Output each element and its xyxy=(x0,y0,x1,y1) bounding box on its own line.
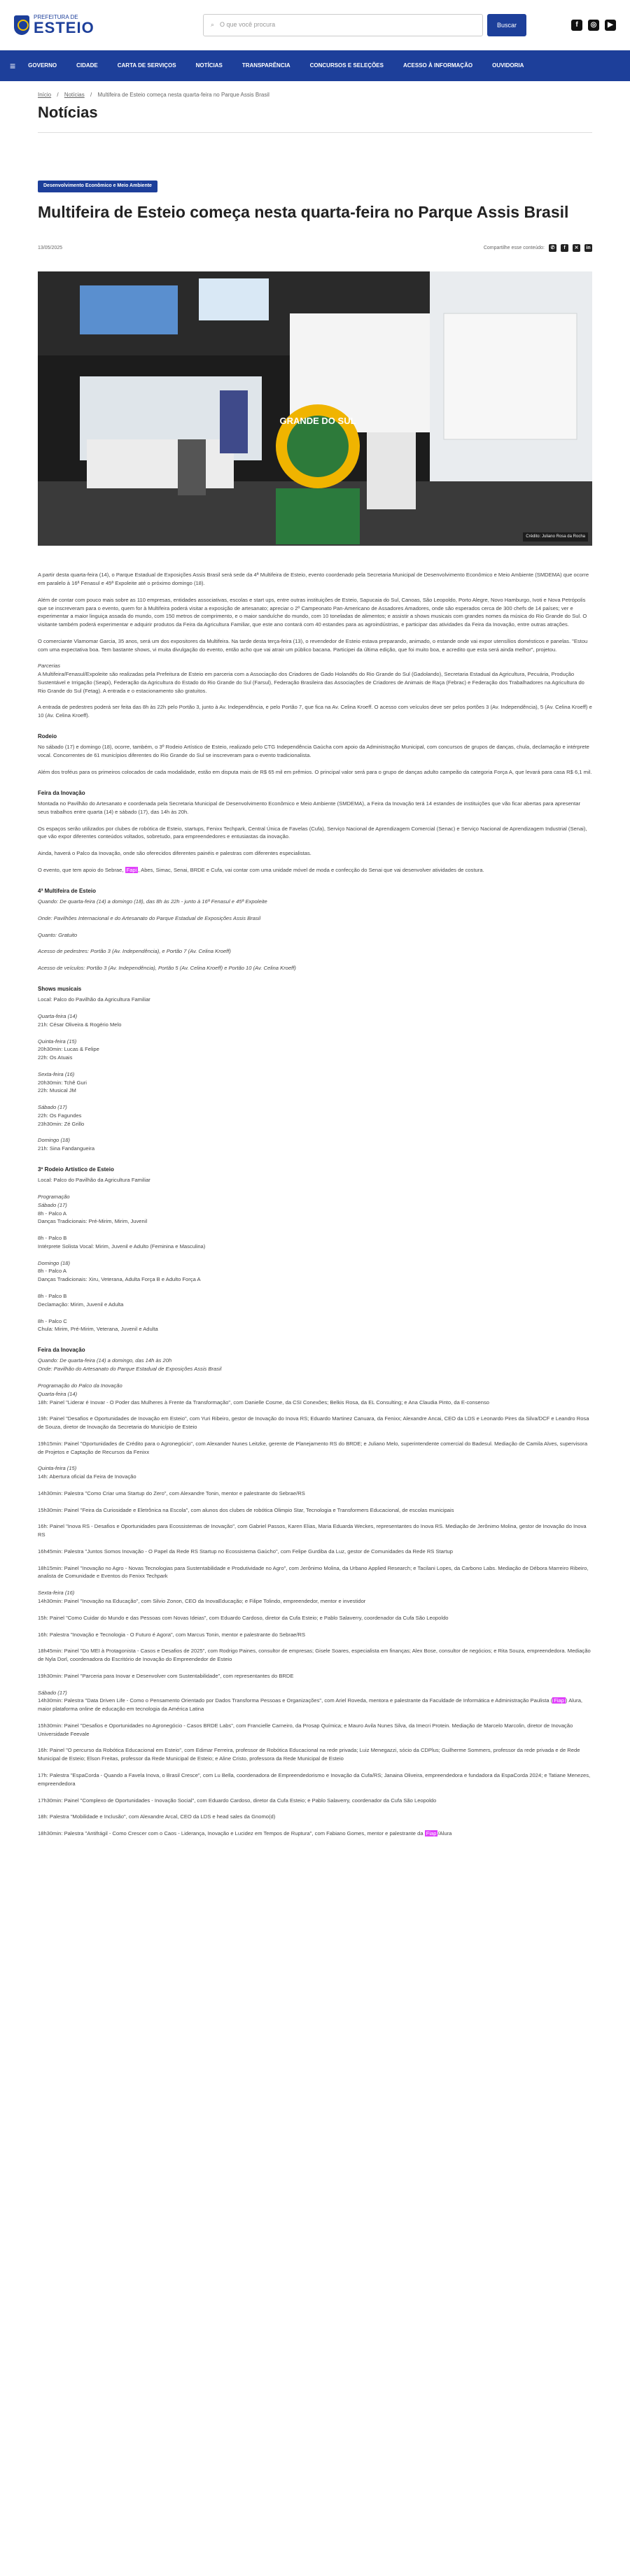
heading-feira-inovacao-info: Feira da Inovação xyxy=(38,1347,85,1354)
search-icon: ⌕ xyxy=(211,20,215,28)
rodeio-line: 8h - Palco C xyxy=(38,1317,67,1324)
paragraph: Montada no Pavilhão do Artesanato e coordenada pela Secretaria Municipal de Desenvolvimento Econômico e Meio Ambiente (SMDEMA), a Feira da Inovação terá 14 estandes de instituições que vão ficar abertas para apresentar seus trabalhos entre quarta (14) e sábado (17), das 14h às 20h. xyxy=(38,800,581,815)
menu-icon[interactable]: ≡ xyxy=(10,59,16,71)
heading-feira-inovacao: Feira da Inovação xyxy=(38,789,85,796)
info-line: Quanto: Gratuito xyxy=(38,931,78,938)
palco-item: 16h45min: Palestra "Juntos Somos Inovação - O Papel da Rede RS Startup no Ecossistema Gaúcho", com Felipe Gurdiba da Luz, gestor de Comunidades da Rede RS Startup xyxy=(38,1548,453,1555)
paragraph: A partir desta quarta-feira (14), o Parque Estadual de Exposições Assis Brasil será sede da 4ª Multifeira de Esteio, evento coordenado pela Secretaria Municipal de Desenvolvimento Econômico e Meio Ambiente (SMDEMA) que ocorre em paralelo à 16ª Fenasul e 45ª Expoleite até o próximo domingo (18). xyxy=(38,572,589,587)
info-line: Acesso de pedestres: Portão 3 (Av. Independência), e Portão 7 (Av. Celina Kroeff) xyxy=(38,948,231,955)
paragraph: Os espaços serão utilizados por clubes de robótica de Esteio, startups, Fenixx Techpark, Central Única de Favelas (Cufa), Serviço Nacional de Aprendizagem Comercial (Senac) e Serviço Nacional de Aprendizagem Industrial (Senai), que vão expor diferentes conteúdos voltados, sobretudo, para empreendedores e entusiastas da inovação. xyxy=(38,825,587,840)
paragraph: O evento, que tem apoio do Sebrae, Fapi , Abes, Simac, Senai, BRDE e Cufa, vai contar com uma unidade móvel de moda e confecção do Senai que vai desenvolver atividades de costura. xyxy=(38,866,484,873)
show-act: 20h30min: Lucas & Felipe xyxy=(38,1046,99,1053)
palco-item: 16h: Painel "Inova RS - Desafios e Oportunidades para Ecossistemas de Inovação", com Gabriel Passos, Karen Elias, Maria Eduarda Weckes, representantes do Inova RS. Mediação de Jerônimo Molina, gestor de Inovação do Inova RS xyxy=(38,1523,587,1538)
show-act: 21h: Sina Fandangueira xyxy=(38,1145,95,1152)
subheading-parcerias: Parcerias xyxy=(38,663,61,670)
rodeio-line: 8h - Palco A xyxy=(38,1268,66,1275)
palco-item: 18h30min: Palestra "Antifrágil - Como Crescer com o Caos - Liderança, Inovação e Lucidez em Tempos de Ruptura", com Fabiano Gomes, mentor e palestrante da Fiap /Alura xyxy=(38,1830,452,1837)
share-bar xyxy=(484,244,592,252)
palco-item: 18h: Painel "Liderar é Inovar - O Poder das Mulheres à Frente da Transformação", com Danielle Cosme, da CSI Conexões; Belkis Rosa, da EL Consulting; e Ana Claudia Pinto, da E-consenso xyxy=(38,1399,490,1406)
nav-item-ouvidoria[interactable]: OUVIDORIA xyxy=(492,62,524,69)
nav-item-governo[interactable]: GOVERNO xyxy=(28,62,57,69)
rodeio-line: Intérprete Solista Vocal: Mirim, Juvenil e Adulto (Feminina e Masculina) xyxy=(38,1243,206,1250)
show-day xyxy=(38,1038,592,1062)
rodeio-block xyxy=(38,1292,592,1309)
rodeio-line: 8h - Palco B xyxy=(38,1235,67,1242)
info-line: Quando: De quarta-feira (14) a domingo (18), das 8h às 22h - junto à 16ª Fenasul e 45ª Expoleite xyxy=(38,898,267,905)
palco-day3-list xyxy=(38,1597,592,1680)
logo-subtitle: PREFEITURA DE xyxy=(34,13,78,20)
show-act: 22h: Os Fagundes xyxy=(38,1112,82,1119)
crest-icon xyxy=(14,15,29,35)
show-act: 20h30min: Tchê Guri xyxy=(38,1079,87,1086)
palco-item: 16h: Painel "O percurso da Robótica Educacional em Esteio", com Edimar Ferreira, professor de Robótica Educacional na rede privada; Luiz Menegazzi, sócio da CDPlus; Guilherme Sommers, professor da rede privada e de Rede Municipal de Esteio; Elson Freitas, professor da Rede Municipal de Esteio; e Aline Cristo, professora da Rede Municipal de Esteio xyxy=(38,1747,580,1762)
rodeio-line: Domingo (18) xyxy=(38,1259,71,1266)
rodeio-line: Declamação: Mirim, Juvenil e Adulta xyxy=(38,1301,124,1308)
rodeio-block xyxy=(38,1259,592,1284)
show-day-label: Sábado (17) xyxy=(38,1104,67,1111)
palco-programacao-label: Programação do Palco da Inovação xyxy=(38,1382,122,1389)
article-date: 13/05/2025 xyxy=(38,245,63,250)
photo-credit: Crédito: Juliano Rosa da Rocha xyxy=(523,532,588,542)
palco-item: 18h: Palestra "Mobilidade e Inclusão", com Alexandre Arcal, CEO da LDS e head sales da Gnomo(d) xyxy=(38,1813,276,1820)
show-day-label: Quarta-feira (14) xyxy=(38,1013,78,1020)
show-day-label: Quinta-feira (15) xyxy=(38,1038,77,1045)
show-day xyxy=(38,1012,592,1029)
highlight: Fapi xyxy=(126,866,137,873)
palco-item: 14h30min: Palestra "Como Criar uma Startup do Zero", com Alexandre Tonin, mentor e palestrante do Sebrae/RS xyxy=(38,1489,305,1496)
breadcrumb xyxy=(38,91,592,99)
rodeio-block xyxy=(38,1317,592,1334)
palco-item: 14h30min: Painel "Inovação na Educação", com Silvio Zonon, CEO da InovaEducação; e Filipe Tolindo, empreendedor, mentor e investidor xyxy=(38,1598,366,1605)
paragraph: Além dos troféus para os primeiros colocados de cada modalidade, estão em disputa mais de R$ 65 mil em prêmios. O principal valor será para o grupo de danças adulto campeão da categoria Força A, que levará para casa R$ 6,1 mil. xyxy=(38,768,592,775)
info-line: Quando: De quarta-feira (14) a domingo, das 14h às 20h xyxy=(38,1357,172,1364)
palco-day4-list xyxy=(38,1722,592,1821)
search-placeholder: O que você procura xyxy=(220,20,276,28)
palco-day2-list xyxy=(38,1473,592,1580)
rodeio-list xyxy=(38,1201,592,1333)
article-body xyxy=(38,571,592,1838)
logo-title: ESTEIO xyxy=(34,18,94,36)
palco-item: 18h45min: Painel "Do MEI à Protagonista - Casos e Desafios de 2025", com Rodrigo Paines, consultor de empresas; Gisele Soares, especialista em finanças; Alex Bose, consultor de negócios; e Rita Souza, empreendedora. Mediação de Nyla Dorl, coordenadora do Escritório de Inovação do Empreendedor de Esteio xyxy=(38,1648,591,1663)
heading-multifeira: 4ª Multifeira de Esteio xyxy=(38,887,96,894)
breadcrumb-current: Multifeira de Esteio começa nesta quarta-feira no Parque Assis Brasil xyxy=(97,92,270,98)
social-links xyxy=(571,20,616,31)
palco-item: 17h: Palestra "EspaCorda - Quando a Favela Inova, o Brasil Cresce", com Lu Bella, coordenadora de Empreendedorismo e Inovação da Cufa/RS; Janaina Oliveira, empreendedora e fundadora da EspaCorda 2024; e Tatiane Menezes, empreendedora xyxy=(38,1771,591,1787)
facebook-icon[interactable]: f xyxy=(571,20,582,31)
show-act: 21h: César Oliveira & Rogério Melo xyxy=(38,1021,122,1028)
article-photo xyxy=(38,271,592,546)
highlight: Fiap xyxy=(426,1830,437,1837)
x-share-icon[interactable]: ✕ xyxy=(573,244,580,252)
instagram-icon[interactable]: ◎ xyxy=(588,20,599,31)
share-label: Compartilhe esse conteúdo: xyxy=(483,245,545,250)
rodeio-line: Danças Tradicionais: Pré-Mirim, Mirim, Juvenil xyxy=(38,1218,148,1225)
rodeio-line: 8h - Palco A xyxy=(38,1210,66,1217)
facebook-share-icon[interactable]: f xyxy=(561,244,568,252)
show-day-label: Sexta-feira (16) xyxy=(38,1070,75,1077)
shows-location: Local: Palco do Pavilhão da Agricultura Familiar xyxy=(38,996,150,1003)
linkedin-share-icon[interactable]: in xyxy=(584,244,592,252)
paragraph: A Multifeira/Fenasul/Expoleite são realizadas pela Prefeitura de Esteio em parceria com a Associação dos Criadores de Gado Holandês do Rio Grande do Sul (Gadolando), Secretaria Estadual da Agricultura, Pecuária, Produção Sustentável e Irrigação (Seapi), Federação da Agricultura do Estado do Rio Grande do Sul (Farsul), Federação Brasileira das Associações de Criadores de Animais de Raça (Febrac) e Federação dos Trabalhadores na Agricultura do Rio Grande do Sul (Fetag). A entrada e o estacionamento são gratuitos. xyxy=(38,671,584,694)
highlight: Fiap xyxy=(554,1697,564,1704)
nav-item-noticias[interactable]: NOTÍCIAS xyxy=(195,62,223,69)
paragraph: Ainda, haverá o Palco da Inovação, onde são oferecidos diferentes painéis e palestras com diferentes especialistas. xyxy=(38,850,312,857)
article-title: Multifeira de Esteio começa nesta quarta-feira no Parque Assis Brasil xyxy=(38,202,569,221)
article-meta xyxy=(38,244,592,252)
rodeio-line: Danças Tradicionais: Xiru, Veterana, Adulta Força B e Adulto Força A xyxy=(38,1276,201,1283)
fair-stand-illustration xyxy=(38,271,592,546)
info-line: Acesso de veículos: Portão 3 (Av. Independência), Portão 5 (Av. Celina Kroeff) e Portão 10 (Av. Celina Kroeff) xyxy=(38,965,296,972)
youtube-icon[interactable]: ▶ xyxy=(605,20,616,31)
main-nav xyxy=(0,50,630,81)
heading-rodeio: Rodeio xyxy=(38,733,57,739)
palco-item: 19h30min: Painel "Parceria para Inovar e Desenvolver com Sustentabilidade", com representantes do BRDE xyxy=(38,1672,294,1679)
palco-item: 19h: Painel "Desafios e Oportunidades de Inovação em Esteio", com Yuri Ribeiro, gestor de Inovação do Inova RS; Eduardo Martinez Canuara, da Fenixx; Alexandre Ancai, CEO da LDS e Leonardo Pires da Silva/DCF e Leandro Rosa de Souza, diretor de Inovação da Secretaria do Município de Esteio xyxy=(38,1415,589,1431)
rodeio-line: 8h - Palco B xyxy=(38,1293,67,1300)
site-header xyxy=(0,0,630,50)
main-content xyxy=(0,91,630,1838)
search-button[interactable]: Buscar xyxy=(487,14,526,36)
info-line: Onde: Pavilhão do Artesanato do Parque Estadual de Exposições Assis Brasil xyxy=(38,1366,222,1373)
breadcrumb-separator: / xyxy=(90,92,92,98)
palco-item: 15h: Painel "Como Cuidar do Mundo e das Pessoas com Novas Ideias", com Eduardo Cardoso, diretor da Cufa Esteio; e Pablo Salaverry, coordenador da Cufa São Leopoldo xyxy=(38,1614,449,1621)
rodeio-block xyxy=(38,1234,592,1251)
site-logo[interactable] xyxy=(14,15,126,36)
heading-rodeio-artistico: 3º Rodeio Artístico de Esteio xyxy=(38,1166,114,1173)
show-act: 22h: Musical JM xyxy=(38,1087,76,1094)
day-label: Sexta-feira (16) xyxy=(38,1590,75,1597)
paragraph: Além de contar com pouco mais sobre as 110 empresas, entidades associativas, escolas e start ups, entre outras instituições de Esteio, Sapucaia do Sul, Canoas, São Leopoldo, Porto Alegre, Novo Hamburgo, Ivoti e Nova Petrópolis que se inscreveram para o evento, quem for à Multifeira poderá visitar a exposição de artesanato; apreciar o 2º Campeonato Pan-Americano de Assadores Amadores, onde são esperados cerca de 300 chefs de 14 países; ver e experimentar a maior linguiça assada do mundo, com 150 metros de comprimento, e o maior sanduíche do mundo, com 10 toneladas de alimentos; e assistir a shows musicais com grandes nomes da música do Rio Grande do Sul. O visitante também poderá experimentar e adquirir produtos da Feira da Agricultura Familiar, que este ano contará com 40 estandes para as agroindústrias, e participar das atividades da Feira da Inovação, entre outras atrações. xyxy=(38,596,587,628)
search-bar xyxy=(203,14,526,36)
day-label: Sábado (17) xyxy=(38,1689,67,1696)
nav-item-carta-de-servicos[interactable]: CARTA DE SERVIÇOS xyxy=(117,62,176,69)
show-day-label: Domingo (18) xyxy=(38,1137,71,1144)
paragraph: A entrada de pedestres poderá ser feita das 8h às 22h pelo Portão 3, junto à Av. Independência, e pelo Portão 7, que fica na Av. Celina Kroeff. O acesso com veículos deve ser pelos portões 3 (Av. Independência), 5 (Av. Celina Kroeff) e 10 (Av. Celina Kroeff). xyxy=(38,704,592,719)
nav-item-concursos[interactable]: CONCURSOS E SELEÇÕES xyxy=(309,62,384,69)
show-day xyxy=(38,1136,592,1153)
paragraph: O comerciante Vlamomar Garcia, 35 anos, será um dos expositores da Multifeira. Na tarde desta terça-feira (13), o revendedor de Esteio estava preparando, animado, o estande onde vai expor utensílios domésticos e panelas. "Estou com uma expectativa boa. Tem bastante shows, vi muita divulgação do evento, então acho que vai atrair um público bacana. Participei da última edição, que foi muito boa, e acredito que esta será ainda melhor", projetou. xyxy=(38,637,588,653)
rodeio-line: Sábado (17) xyxy=(38,1201,67,1208)
day-label: Quinta-feira (15) xyxy=(38,1465,77,1472)
nav-item-cidade[interactable]: CIDADE xyxy=(76,62,98,69)
show-day xyxy=(38,1103,592,1128)
breadcrumb-home[interactable]: Início xyxy=(38,92,52,98)
paragraph: No sábado (17) e domingo (18), ocorre, também, o 3º Rodeio Artístico de Esteio, realizado pelo CTG Independência Gaúcha com apoio da Administração Municipal, com concursos de grupos de danças, chula, declamação e intérprete vocal. Concorrentes de 61 municípios diferentes do Rio Grande do Sul se inscreveram para o evento tradicionalista. xyxy=(38,744,589,759)
page-title: Notícias xyxy=(38,101,592,133)
heading-shows: Shows musicais xyxy=(38,985,82,992)
palco-day1-list xyxy=(38,1399,592,1457)
shows-list xyxy=(38,1012,592,1153)
palco-item: 16h: Palestra "Inovação e Tecnologia - O Futuro é Agora", com Marcus Tonin, mentor e palestrante do Sebrae/RS xyxy=(38,1631,306,1638)
rodeio-programacao-label: Programação xyxy=(38,1194,70,1201)
stand-sign-text: GRANDE DO SUL xyxy=(279,416,356,427)
rodeio-block xyxy=(38,1201,592,1226)
palco-item: 19h15min: Painel "Oportunidades de Crédito para o Agronegócio", com Alexander Nunes Leitzke, gerente de Planejamento RS do BRDE; e Juliano Melo, superintendente comercial do Badesul. Mediação de Camila Alves, supervisora de Projetos e Captação de Recursos da Fenixx xyxy=(38,1440,588,1455)
palco-item: 14h: Abertura oficial da Feira de Inovação xyxy=(38,1473,136,1480)
nav-item-acesso-informacao[interactable]: ACESSO À INFORMAÇÃO xyxy=(402,62,473,69)
palco-item: 15h30min: Painel "Desafios e Oportunidades no Agronegócio - Casos BRDE Labs", com Francielle Carneiro, da Prosap Química; e Mauro Avila Nunes Silva, da Imecri Protein. Mediação de Marcelo Marcolin, diretor de Inovação Universidade Feevale xyxy=(38,1722,573,1737)
nav-item-transparencia[interactable]: TRANSPARÊNCIA xyxy=(241,62,290,69)
day-label: Quarta-feira (14) xyxy=(38,1390,78,1397)
show-act: 23h30min: Zé Grillo xyxy=(38,1120,85,1127)
rodeio-location: Local: Palco do Pavilhão da Agricultura Familiar xyxy=(38,1177,150,1184)
search-input[interactable] xyxy=(203,14,483,36)
whatsapp-icon[interactable]: ✆ xyxy=(549,244,556,252)
palco-item: 14h30min: Palestra "Data Driven Life - Como o Pensamento Orientado por Dados Transforma Pessoas e Organizações", com Ariel Roveda, mentora e palestrante da Faculdade de Informática e Administração Paulista ( Fiap ) Alura, maior plataforma online de educação em tecnologia da América Latina xyxy=(38,1697,583,1713)
show-day xyxy=(38,1070,592,1095)
breadcrumb-separator: / xyxy=(57,92,59,98)
rodeio-line: Chula: Mirim, Pré-Mirim, Veterana, Juvenil e Adulta xyxy=(38,1326,158,1333)
info-line: Onde: Pavilhões Internacional e do Artesanato do Parque Estadual de Exposições Assis Brasil xyxy=(38,914,261,921)
show-act: 22h: Os Atuais xyxy=(38,1054,73,1061)
breadcrumb-noticias[interactable]: Notícias xyxy=(64,92,85,98)
palco-item: 15h30min: Painel "Feira da Curiosidade e Eletrônica na Escola", com alunos dos clubes de robótica Olimpio Star, Tecnologia e Transformers Educacional, de escolas municipais xyxy=(38,1506,454,1513)
category-tag[interactable]: Desenvolvimento Econômico e Meio Ambiente xyxy=(38,181,158,192)
palco-item: 18h15min: Painel "Inovação no Agro - Novas Tecnologias para Sustentabilidade e Produtividade no Agro", com Jerônimo Molina, da Urbano Applied Research; e Tacilani Lopes, da Carbono Labs. Mediação de Débora Marreiro Ribeiro, analista de Comunidade e Eventos do Fenixx Techpark xyxy=(38,1564,589,1580)
palco-item: 17h30min: Painel "Complexo de Oportunidades - Inovação Social", com Eduardo Cardoso, diretor da Cufa Esteio; e Pablo Salaverry, coordenador da Cufa São Leopoldo xyxy=(38,1797,437,1804)
